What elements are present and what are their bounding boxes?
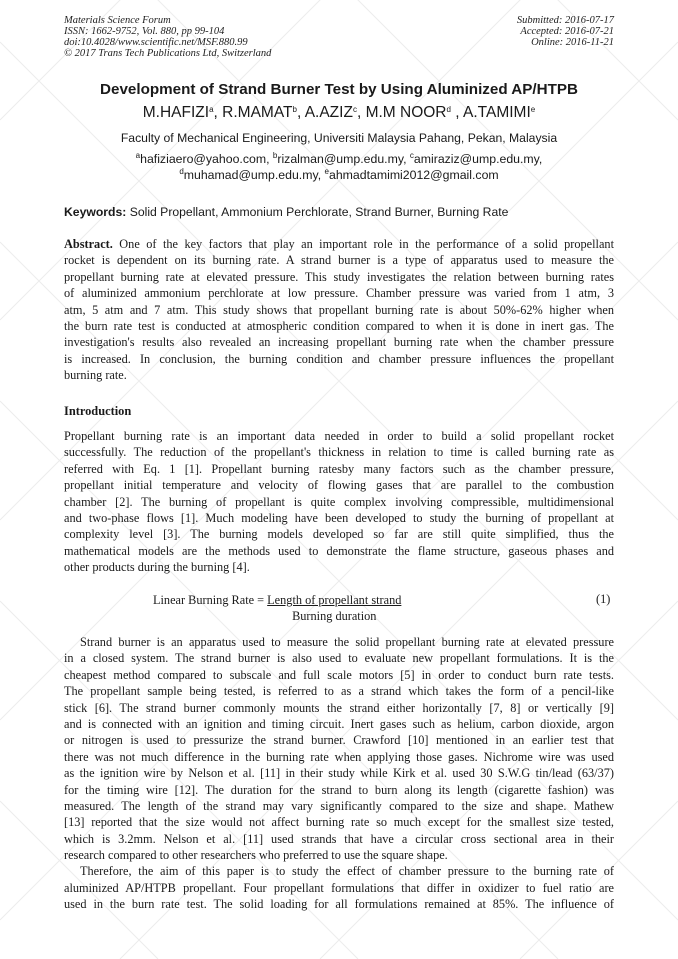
- equation-1: [153, 592, 401, 624]
- submitted-date: Submitted: 2016-07-17: [516, 15, 614, 26]
- email-line-1: $^a$hafiziaero@yahoo.com, $^b$rizalman@ump.edu.my, $^c$amiraziz@ump.edu.my,: [135, 151, 543, 166]
- affiliation: Faculty of Mechanical Engineering, Universiti Malaysia Pahang, Pekan, Malaysia: [120, 131, 558, 145]
- doi-line: doi:10.4028/www.scientific.net/MSF.880.99: [64, 37, 248, 48]
- keywords-text: Solid Propellant, Ammonium Perchlorate, Strand Burner, Burning Rate: [126, 205, 509, 219]
- abstract-line: burning rate.: [64, 368, 127, 383]
- text-line: [13] reported that the size would not affect burning rate so much except for the smallest size tested,: [64, 815, 614, 830]
- text-line: Propellant burning rate is an important data needed in order to build a solid propellant rocket: [64, 429, 614, 443]
- author: A.TAMIMI$^e$: [463, 104, 536, 121]
- email-link[interactable]: ahmadtamimi2012@gmail.com: [328, 167, 499, 182]
- keywords-label: Keywords:: [64, 205, 127, 219]
- author: M.HAFIZI$^a$,: [142, 104, 223, 121]
- text-line: used in the burn rate test. The solid loading for all formulations remained at 85%. The influence of: [64, 897, 614, 912]
- email-link[interactable]: rizalman@ump.edu.my: [277, 152, 404, 166]
- text-line: there was not much difference in the burning rate when applying those gases. Nichrome wire was used: [64, 749, 614, 764]
- equation-numerator: Length of propellant strand: [267, 593, 402, 607]
- text-line: Strand burner is an apparatus used to measure the solid propellant burning rate at elevated pressure: [80, 635, 614, 649]
- equation-lhs: Linear Burning Rate =: [153, 593, 268, 607]
- email-link[interactable]: muhamad@ump.edu.my: [183, 167, 318, 182]
- email-link[interactable]: amiraziz@ump.edu.my: [413, 152, 539, 166]
- author: M.M NOOR$^d$ ,: [365, 104, 464, 121]
- author: A.AZIZ$^c$,: [304, 104, 366, 121]
- text-line: research compared to other researchers who preferred to use the square shape.: [64, 848, 448, 863]
- text-line: and two-phase flows [1]. Much modeling have been developed to study the burning of propellant at: [64, 510, 614, 525]
- journal-name: Materials Science Forum: [64, 15, 171, 26]
- copyright-line: © 2017 Trans Tech Publications Ltd, Switzerland: [64, 48, 272, 59]
- abstract-line: rocket is dependent on its burning rate. A strand burner is a type of apparatus used to measure the: [64, 253, 614, 268]
- intro-paragraph-1: [64, 428, 614, 576]
- text-line: propellant initial temperature and velocity of flowing gases that are parallel to the combustion: [64, 478, 614, 493]
- paper-title: Development of Strand Burner Test by Using Aluminized AP/HTPB: [100, 81, 578, 98]
- abstract-line: of aluminized ammonium perchlorate at low pressure. Chamber pressure was varied from 1 atm, 3: [64, 286, 614, 301]
- text-line: The propellant sample being tested, is referred to as a strand which takes the form of a pencil-like: [64, 684, 614, 699]
- text-line: as the ignition wire by Nelson et al. [11] in their study while Kirk et al. used 30 S.W.G tin/lead (63/37): [64, 766, 614, 781]
- author-list: [0, 104, 678, 122]
- text-line: complexity level [3]. The burning models developed so far are still quite simplified, thus the: [64, 527, 614, 542]
- email-line-2: $^d$muhamad@ump.edu.my, $^e$ahmadtamimi2012@gmail.com: [179, 166, 499, 182]
- text-line: which is 3.2mm. Nelson et al. [11] used strands that have a circular cross sectional area in their: [64, 831, 614, 846]
- abstract-label: Abstract.: [64, 237, 113, 251]
- text-line: chamber [2]. The burning of propellant is quite complex involving compressible, multidimensional: [64, 494, 614, 509]
- intro-paragraph-2: [64, 634, 614, 913]
- accepted-date: Accepted: 2016-07-21: [520, 26, 614, 37]
- equation-fraction: [267, 592, 401, 624]
- abstract-line: investigation's results also revealed an increasing propellant burning rate when the chamber pressure: [64, 335, 614, 350]
- author-emails: [0, 152, 678, 183]
- abstract-line: propellant burning rate at elevated pressure. This study investigates the relation between burning rates: [64, 269, 614, 284]
- abstract: [64, 236, 614, 384]
- text-line: stick [6]. The strand burner commonly mounts the strand either horizontally [7, 8] or vertically [9]: [64, 700, 614, 715]
- journal-info: [64, 15, 271, 59]
- text-line: for the timing wire [12]. The duration for the strand to burn along its length (cigarette fashion) was: [64, 782, 614, 797]
- equation-denominator: Burning duration: [292, 609, 377, 623]
- submission-dates: [517, 15, 614, 48]
- text-line: aluminized AP/HTPB propellant. Four propellant formulations that differ in oxidizer to fuel ratio are: [64, 880, 614, 895]
- text-line: or nitrogen is used to pressurize the strand burner. Crawford [10] mentioned in an earlier test that: [64, 733, 614, 748]
- online-date: Online: 2016-11-21: [531, 37, 614, 48]
- equation-number: (1): [596, 592, 611, 606]
- text-line: successfully. The reduction of the propellant's thickness in relation to time is called burning rate as: [64, 445, 614, 460]
- text-line: measured. The length of the strand may vary significantly compared to the size and shape. Mathew: [64, 798, 614, 813]
- issn-line: ISSN: 1662-9752, Vol. 880, pp 99-104: [64, 26, 225, 37]
- keywords: [64, 205, 624, 219]
- text-line: in a closed system. The strand burner is also used to evaluate new propellant formulations. It is the: [64, 651, 614, 666]
- abstract-line: Abstract. One of the key factors that play an important role in the performance of a solid propellant: [64, 237, 614, 251]
- text-line: cheapest method compared to subscale and full scale motors [5] in order to conduct burn rate tests.: [64, 667, 614, 682]
- section-heading-introduction: Introduction: [64, 404, 132, 418]
- abstract-line: is increased. In conclusion, the burning condition and chamber pressure influences the propellant: [64, 351, 614, 366]
- author: R.MAMAT$^b$,: [222, 104, 305, 121]
- email-link[interactable]: hafiziaero@yahoo.com: [140, 152, 267, 166]
- text-line: referred with Eq. 1 [1]. Propellant burning ratesby many factors such as the chamber pressure,: [64, 461, 614, 476]
- text-line: Therefore, the aim of this paper is to study the effect of chamber pressure to the burning rate of: [80, 864, 614, 879]
- text-line: other products during the burning [4].: [64, 560, 250, 575]
- abstract-line: the burn rate test is conducted at atmospheric condition compared to when it is done in inert gas. The: [64, 318, 614, 333]
- text-line: mathematical models are the methods used to demonstrate the flame structure, gaseous phases and: [64, 543, 614, 558]
- abstract-line: atm, 5 atm and 7 atm. This study shows that propellant burning rate is about 50%-62% higher when: [64, 302, 614, 317]
- text-line: and is connected with an ignition and timing circuit. Inert gases such as helium, carbon dioxide, argon: [64, 716, 614, 731]
